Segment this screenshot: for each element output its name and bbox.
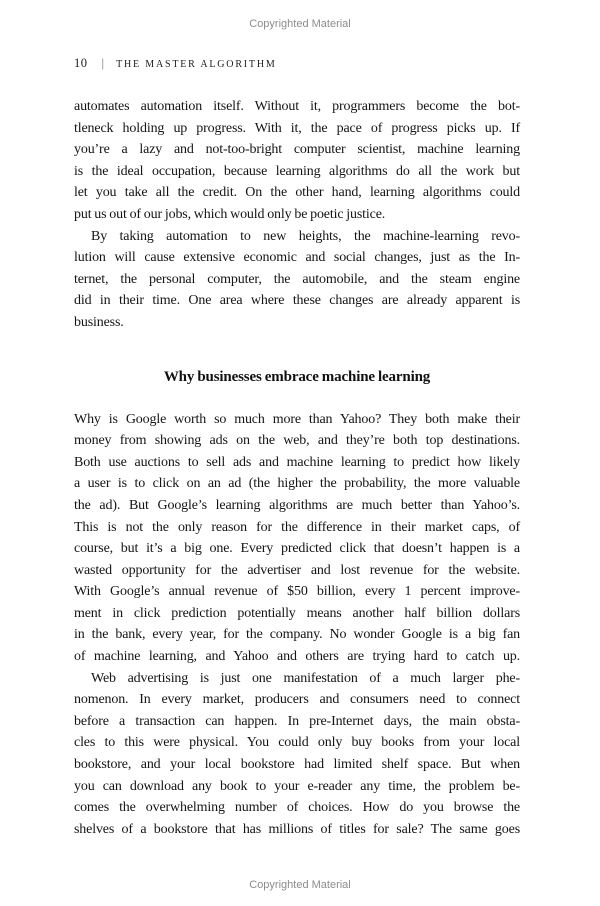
- text-line: of machine learning, and Yahoo and others are trying hard to catch up.: [74, 649, 520, 665]
- text-line: money from showing ads on the web, and they’re both top destinations.: [74, 433, 520, 449]
- text-line: automates automation itself. Without it, programmers become the bot-: [74, 99, 520, 114]
- text-line: wasted opportunity for the advertiser and lost revenue for the website.: [74, 562, 520, 578]
- paragraph: [74, 409, 520, 668]
- page-number: 10: [74, 56, 88, 70]
- text-line: tleneck holding up progress. With it, the pace of progress picks up. If: [74, 120, 520, 136]
- text-line: comes the overwhelming number of choices. How do you browse the: [74, 800, 520, 816]
- text-line: business.: [74, 314, 124, 330]
- text-line: a user is to click on an ad (the higher the probability, the more valuable: [74, 476, 520, 492]
- text-line: bookstore, and your local bookstore had limited shelf space. But when: [74, 757, 520, 773]
- section-heading: Why businesses embrace machine learning: [163, 368, 431, 385]
- paragraph: [74, 96, 520, 226]
- text-line: Web advertising is just one manifestation of a much larger phe-: [91, 670, 520, 686]
- text-line: Both use auctions to sell ads and machine learning to predict how likely: [74, 454, 520, 470]
- copyright-bottom-label: Copyrighted Material: [249, 879, 351, 891]
- text-line: ternet, the personal computer, the automobile, and the steam engine: [74, 271, 520, 287]
- text-line: put us out of our jobs, which would only be poetic justice.: [74, 206, 386, 222]
- text-line: course, but it’s a big one. Every predicted click that doesn’t happen is a: [74, 541, 520, 557]
- text-line: before a transaction can happen. In pre-Internet days, the main obsta-: [74, 713, 520, 729]
- text-line: lution will cause extensive economic and social changes, just as the In-: [74, 250, 520, 266]
- text-line: the ad). But Google’s learning algorithms are much better than Yahoo’s.: [74, 497, 520, 513]
- text-line: did in their time. One area where these changes are already apparent is: [74, 293, 520, 309]
- header-separator: |: [101, 55, 105, 70]
- paragraph: [74, 226, 520, 334]
- page-header: [74, 55, 520, 72]
- text-line: With Google’s annual revenue of $50 billion, every 1 percent improve-: [74, 584, 520, 600]
- page-body: [74, 96, 520, 840]
- text-line: is the ideal occupation, because learning algorithms do all the work but: [74, 163, 520, 179]
- text-line: Why is Google worth so much more than Yahoo? They both make their: [74, 411, 520, 427]
- text-line: By taking automation to new heights, the machine-learning revo-: [91, 228, 520, 244]
- text-line: you can download any book to your e-reader any time, the problem be-: [74, 778, 520, 794]
- running-title: THE MASTER ALGORITHM: [116, 59, 277, 70]
- text-line: let you take all the credit. On the other hand, learning algorithms could: [74, 185, 520, 201]
- paragraph: [74, 668, 520, 841]
- text-line: nomenon. In every market, producers and consumers need to connect: [74, 692, 520, 708]
- text-line: in the bank, every year, for the company. No wonder Google is a big fan: [74, 627, 520, 643]
- text-line: ment in click prediction potentially means another half billion dollars: [74, 605, 520, 621]
- text-line: This is not the only reason for the difference in their market caps, of: [74, 519, 520, 535]
- text-line: cles to this were physical. You could only buy books from your local: [74, 735, 520, 751]
- text-line: you’re a lazy and not-too-bright computer scientist, machine learning: [74, 142, 520, 158]
- text-line: shelves of a bookstore that has millions of titles for sale? The same goes: [74, 821, 520, 837]
- copyright-top-label: Copyrighted Material: [249, 18, 351, 30]
